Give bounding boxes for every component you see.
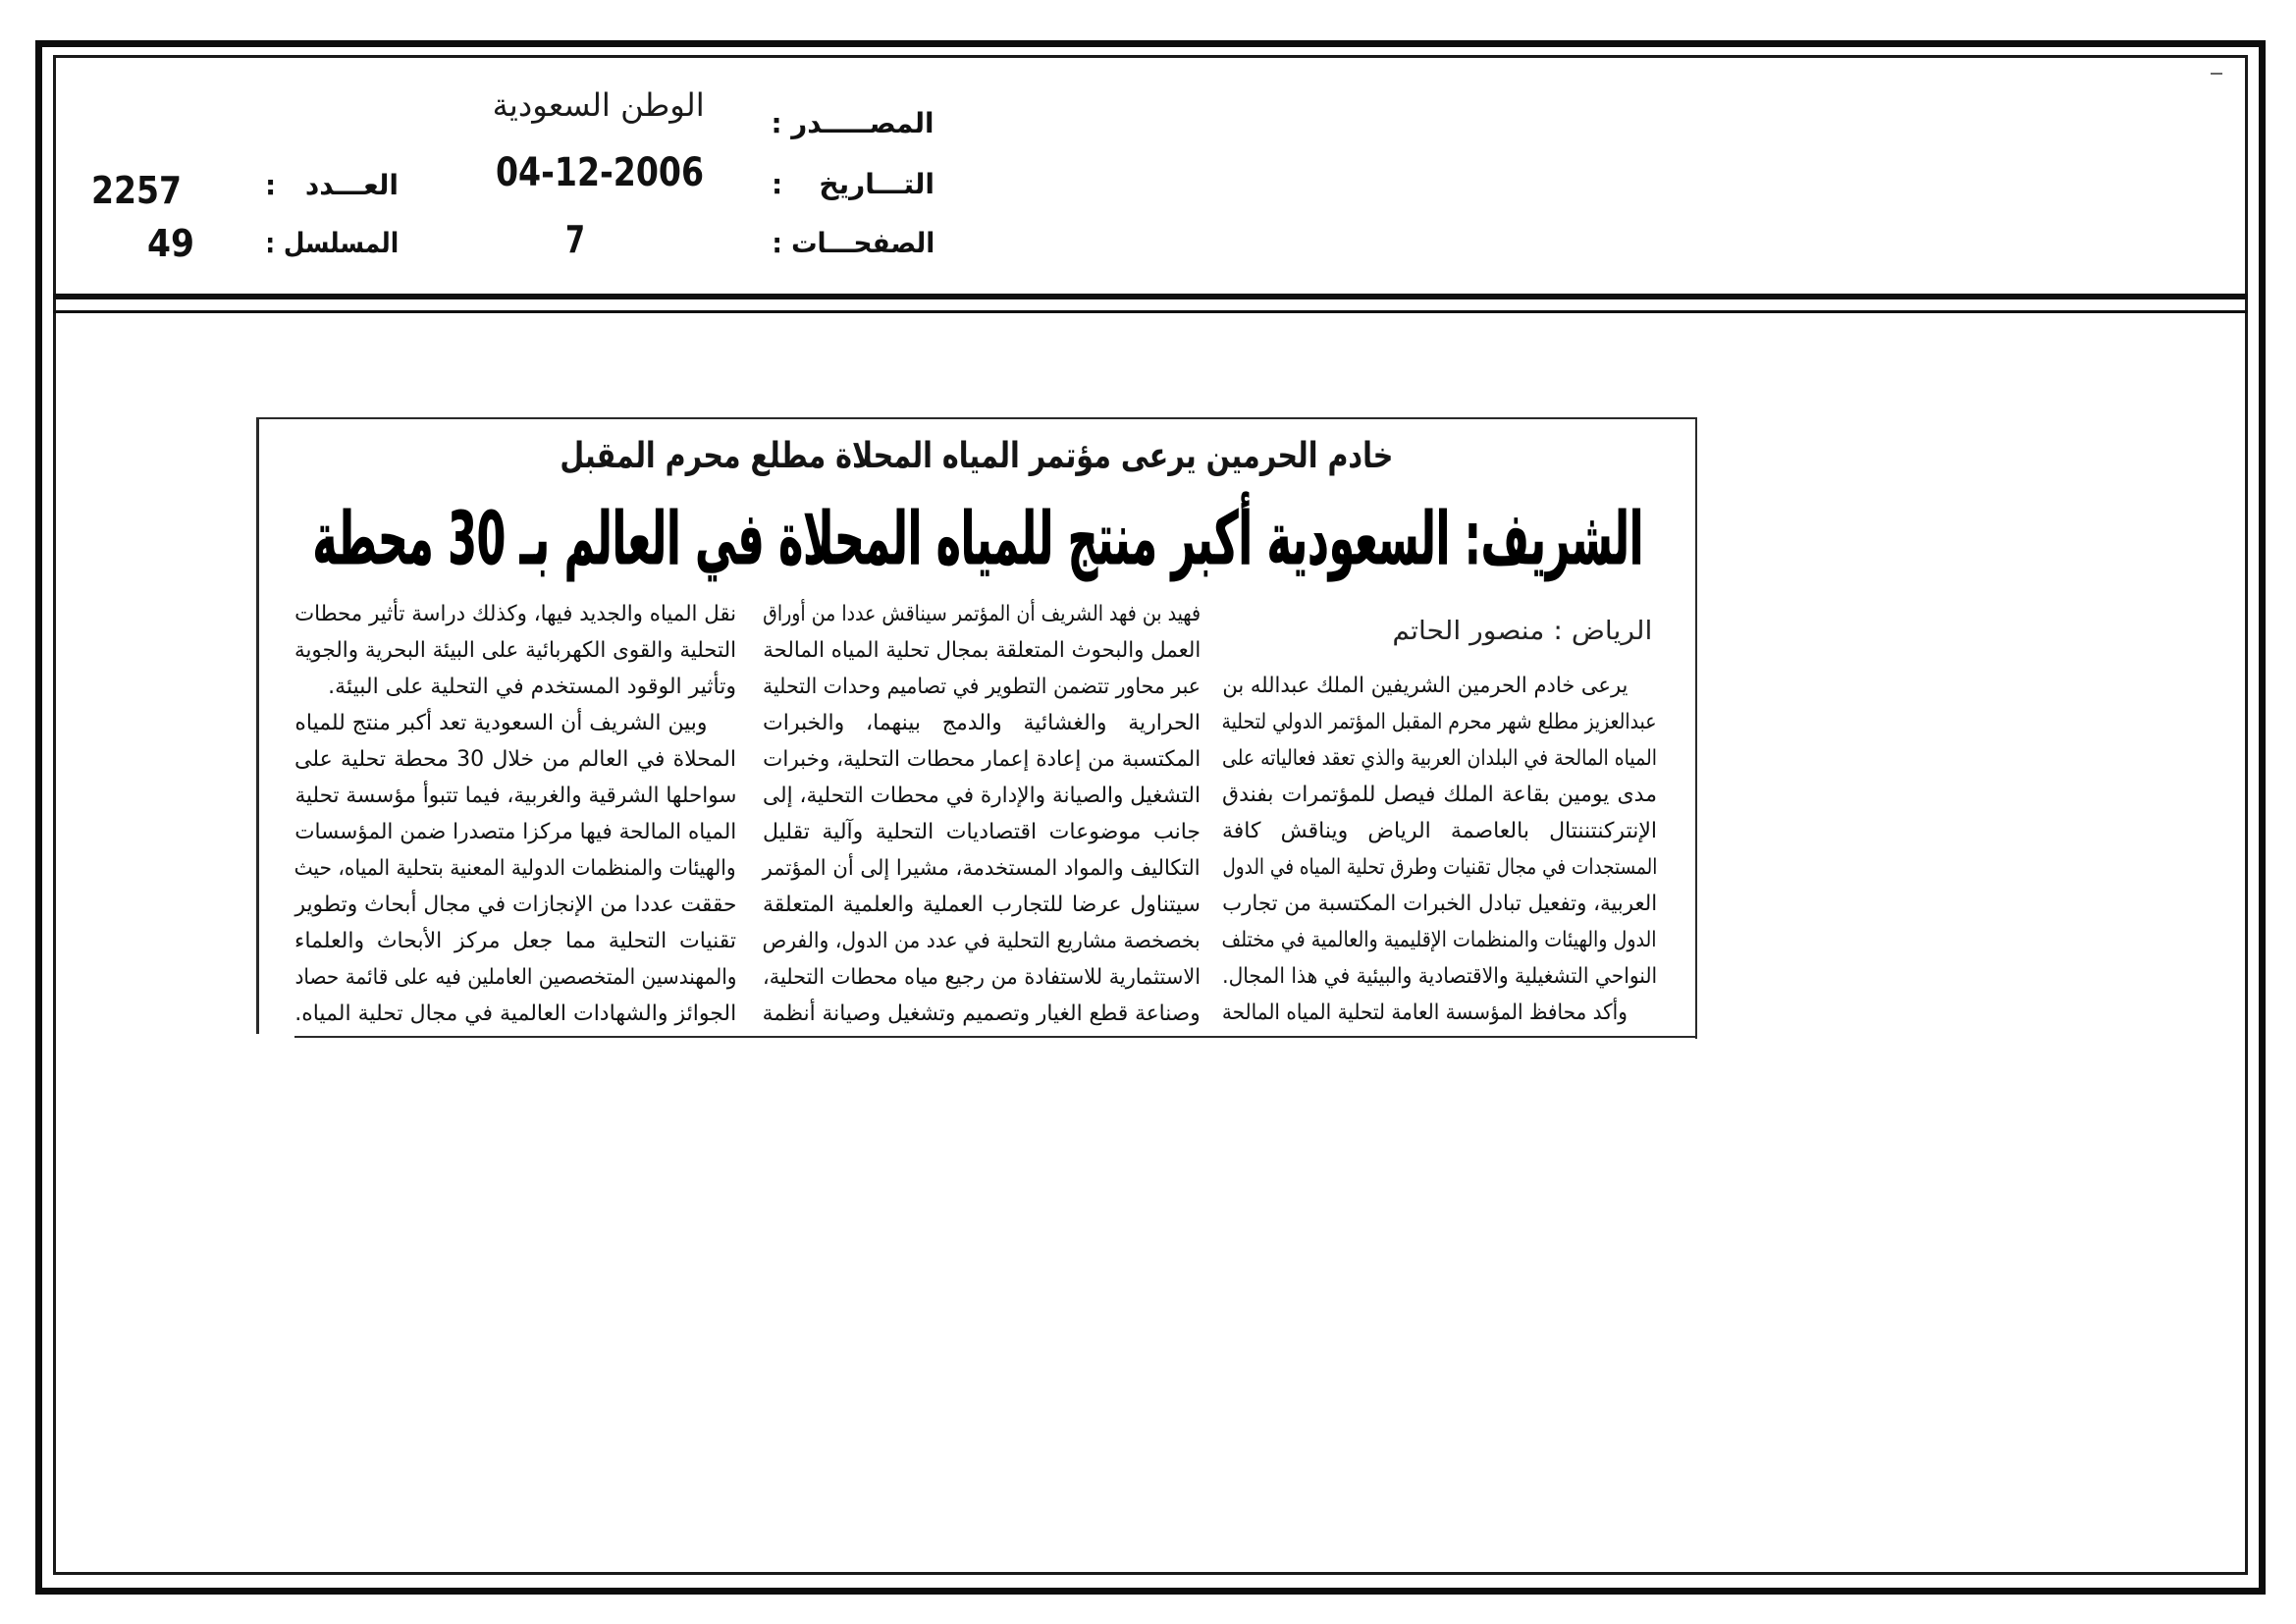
scan-mark bbox=[2211, 73, 2222, 75]
article-line bbox=[763, 959, 1201, 996]
source-value bbox=[493, 84, 705, 126]
article-line-text: المياه المالحة في البلدان العربية والذي تعقد فعالياته على bbox=[1221, 746, 1657, 771]
article-line-text: الجوائز والشهادات العالمية في مجال تحلية المياه. bbox=[294, 1001, 736, 1026]
article-line bbox=[294, 778, 736, 814]
article-byline-text: الرياض : منصور الحاتم bbox=[1392, 617, 1652, 646]
clipping-border-bottom bbox=[294, 1036, 1697, 1038]
article-line-text: تقنيات التحلية مما جعل مركز الأبحاث والعلماء bbox=[294, 929, 736, 953]
article-line bbox=[763, 632, 1201, 669]
article-line bbox=[294, 814, 736, 850]
article-line bbox=[763, 669, 1201, 705]
article-headline-text: الشريف: السعودية أكبر منتج للمياه المحلاة في العالم بـ 30 محطة bbox=[312, 497, 1643, 581]
article-line bbox=[763, 923, 1201, 959]
article-line bbox=[294, 996, 736, 1032]
article-line bbox=[763, 887, 1201, 923]
article-line-text: يرعى خادم الحرمين الشريفين الملك عبدالله بن bbox=[1221, 674, 1628, 698]
article-line bbox=[294, 705, 736, 741]
article-overline bbox=[560, 434, 1393, 479]
article-line bbox=[763, 778, 1201, 814]
date-value bbox=[496, 150, 705, 195]
source-label bbox=[772, 107, 934, 140]
article-column-middle bbox=[763, 596, 1201, 1032]
article-line-text: والمهندسين المتخصصين العاملين فيه على قائمة حصاد bbox=[294, 965, 736, 990]
article-line-text: فهيد بن فهد الشريف أن المؤتمر سيناقش عددا من أوراق bbox=[762, 602, 1201, 626]
article-line bbox=[763, 596, 1201, 632]
article-line bbox=[294, 923, 736, 959]
date-value-text: 04-12-2006 bbox=[496, 150, 705, 195]
article-line-text: المياه المالحة فيها مركزا متصدرا ضمن المؤسسات bbox=[294, 820, 736, 844]
article-line bbox=[294, 850, 736, 887]
date-label bbox=[772, 168, 934, 201]
article-line bbox=[294, 596, 736, 632]
article-line bbox=[1222, 886, 1657, 922]
article-line bbox=[763, 996, 1201, 1032]
article-line-text: حققت عددا من الإنجازات في مجال أبحاث وتطوير bbox=[294, 893, 736, 917]
article-paragraph bbox=[294, 705, 736, 1032]
serial-number-text: 49 bbox=[147, 222, 194, 265]
pages-value bbox=[565, 218, 586, 261]
article-line-text: مدى يومين بقاعة الملك فيصل للمؤتمرات بفندق bbox=[1222, 783, 1657, 807]
article-line-text: سيتناول عرضا للتجارب العملية والعلمية المتعلقة bbox=[763, 893, 1201, 917]
article-line bbox=[1222, 849, 1657, 886]
article-headline bbox=[312, 495, 1643, 583]
article-line-text: نقل المياه والجديد فيها، وكذلك دراسة تأثير محطات bbox=[294, 602, 736, 626]
article-paragraph bbox=[1222, 668, 1657, 995]
article-line-text: وتأثير الوقود المستخدم في التحلية على البيئة. bbox=[328, 675, 736, 699]
article-line-text: عبر محاور تتضمن التطوير في تصاميم وحدات التحلية bbox=[762, 675, 1201, 699]
pages-value-text: 7 bbox=[565, 218, 586, 261]
article-line bbox=[763, 814, 1201, 850]
article-column-right bbox=[1222, 668, 1657, 1031]
article-line-text: المستجدات في مجال تقنيات وطرق تحلية المياه في الدول bbox=[1221, 855, 1657, 880]
article-byline bbox=[1392, 614, 1652, 649]
article-line bbox=[294, 887, 736, 923]
article-line bbox=[1222, 704, 1657, 740]
issue-number bbox=[91, 169, 182, 212]
article-line bbox=[1222, 922, 1657, 958]
article-line-text: بخصخصة مشاريع التحلية في عدد من الدول، والفرص bbox=[763, 929, 1201, 953]
source-value-text: الوطن السعودية bbox=[493, 86, 705, 124]
issue-label-text: العـــدد : bbox=[265, 169, 399, 201]
article-line bbox=[294, 959, 736, 996]
header-divider-thick bbox=[53, 294, 2248, 299]
article-line bbox=[763, 705, 1201, 741]
article-column-left bbox=[294, 596, 736, 1032]
clipping-border-right bbox=[1695, 417, 1697, 1039]
article-paragraph bbox=[763, 596, 1201, 1032]
issue-number-text: 2257 bbox=[91, 169, 182, 212]
article-line bbox=[1222, 740, 1657, 777]
article-line-text: وصناعة قطع الغيار وتصميم وتشغيل وصيانة أنظمة bbox=[762, 1001, 1201, 1026]
article-line bbox=[294, 741, 736, 778]
article-line-text: الدول والهيئات والمنظمات الإقليمية والعالمية في مختلف bbox=[1221, 928, 1657, 952]
article-line-text: سواحلها الشرقية والغربية، فيما تتبوأ مؤسسة تحلية bbox=[294, 784, 736, 808]
article-line-text: التحلية والقوى الكهربائية على البيئة البحرية والجوية bbox=[294, 638, 736, 663]
clipping-border-top bbox=[257, 417, 1697, 419]
article-line-text: والهيئات والمنظمات الدولية المعنية بتحلية المياه، حيث bbox=[294, 856, 736, 881]
article-line-text: الاستثمارية للاستفادة من رجيع مياه محطات التحلية، bbox=[762, 965, 1201, 990]
issue-label bbox=[265, 169, 399, 202]
article-overline-text: خادم الحرمين يرعى مؤتمر المياه المحلاة مطلع محرم المقبل bbox=[559, 436, 1393, 476]
article-line-text: النواحي التشغيلية والاقتصادية والبيئية في هذا المجال. bbox=[1222, 964, 1657, 989]
article-line-text: المحلاة في العالم من خلال 30 محطة تحلية على bbox=[294, 747, 736, 772]
article-line bbox=[294, 632, 736, 669]
serial-number bbox=[147, 222, 194, 265]
article-line-text: العمل والبحوث المتعلقة بمجال تحلية المياه المالحة bbox=[762, 638, 1201, 663]
article-line-text: المكتسبة من إعادة إعمار محطات التحلية، وخبرات bbox=[762, 747, 1201, 772]
source-label-text: المصـــــدر : bbox=[771, 107, 934, 139]
article-line bbox=[1222, 995, 1657, 1031]
article-line bbox=[1222, 813, 1657, 849]
article-line-text: وأكد محافظ المؤسسة العامة لتحلية المياه المالحة bbox=[1222, 1001, 1628, 1025]
article-line bbox=[294, 669, 736, 705]
article-line-text: الإنتركنتننتال بالعاصمة الرياض ويناقش كافة bbox=[1221, 819, 1657, 843]
serial-label-text: المسلسل : bbox=[265, 227, 399, 259]
header-divider-thin bbox=[53, 310, 2248, 313]
article-paragraph bbox=[1222, 995, 1657, 1031]
article-paragraph bbox=[294, 596, 736, 705]
article-line bbox=[763, 850, 1201, 887]
article-line-text: الحرارية والغشائية والدمج بينهما، والخبرات bbox=[763, 711, 1201, 735]
article-line bbox=[1222, 777, 1657, 813]
article-line-text: عبدالعزيز مطلع شهر محرم المقبل المؤتمر الدولي لتحلية bbox=[1221, 710, 1657, 734]
article-line-text: العربية، وتفعيل تبادل الخبرات المكتسبة من تجارب bbox=[1221, 892, 1657, 916]
pages-label bbox=[772, 227, 934, 260]
article-line-text: وبين الشريف أن السعودية تعد أكبر منتج للمياه bbox=[294, 711, 707, 735]
article-line bbox=[763, 741, 1201, 778]
article-line bbox=[1222, 668, 1657, 704]
serial-label bbox=[265, 227, 399, 260]
article-line-text: التكاليف والمواد المستخدمة، مشيرا إلى أن المؤتمر bbox=[762, 856, 1201, 881]
article-line bbox=[1222, 958, 1657, 995]
date-label-text: التـــاريخ : bbox=[772, 168, 934, 200]
article-line-text: التشغيل والصيانة والإدارة في محطات التحلية، إلى bbox=[762, 784, 1201, 808]
pages-label-text: الصفحـــات : bbox=[772, 227, 934, 259]
article-line-text: جانب موضوعات اقتصاديات التحلية وآلية تقليل bbox=[763, 820, 1201, 844]
